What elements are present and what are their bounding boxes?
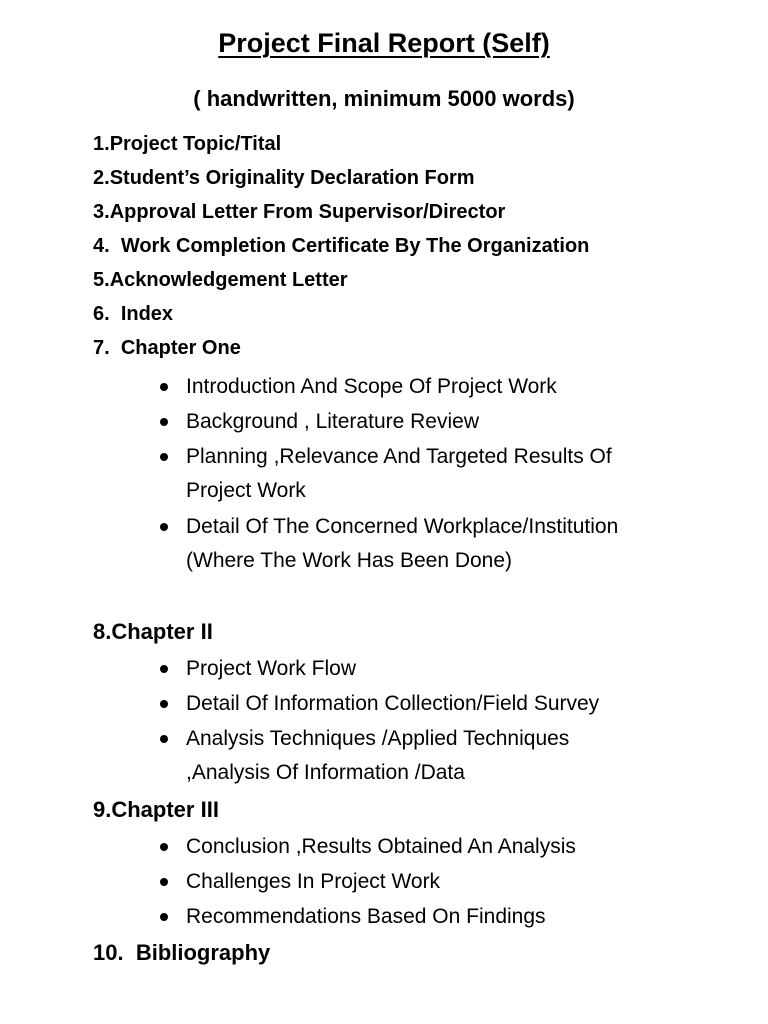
bullet-text: Conclusion ,Results Obtained An Analysis	[186, 835, 576, 858]
bullet-item	[160, 510, 665, 578]
bibliography-heading	[93, 940, 270, 966]
bullet-text: Introduction And Scope Of Project Work	[186, 375, 557, 398]
bullet-text: Analysis Techniques /Applied Techniques ,Analysis Of Information /Data	[186, 727, 570, 784]
bullet-item	[160, 865, 680, 899]
item-label: Bibliography	[135, 940, 271, 965]
bullet-icon	[160, 913, 168, 921]
bullet-text: Challenges In Project Work	[186, 870, 441, 893]
bullet-icon	[160, 700, 168, 708]
item-label: Chapter III	[111, 797, 219, 822]
bullet-text: Background , Literature Review	[186, 410, 479, 433]
bullet-item	[160, 722, 640, 790]
item-label: Acknowledgement Letter	[109, 269, 348, 291]
list-item-5	[93, 269, 348, 292]
bullet-icon	[160, 383, 168, 391]
list-item-3	[93, 201, 505, 224]
item-label: Chapter One	[120, 337, 241, 359]
list-item-2	[93, 167, 475, 190]
item-number: 10.	[93, 940, 124, 965]
item-label: Student’s Originality Declaration Form	[109, 167, 475, 189]
item-label: Approval Letter From Supervisor/Director	[109, 201, 506, 223]
item-label: Work Completion Certificate By The Organization	[120, 235, 590, 257]
item-label: Chapter II	[111, 619, 213, 644]
bullet-item	[160, 405, 680, 439]
bullet-text: Recommendations Based On Findings	[186, 905, 546, 928]
bullet-icon	[160, 878, 168, 886]
item-label: Project Topic/Tital	[109, 133, 282, 155]
item-number: 8.	[93, 619, 112, 644]
page-title: Project Final Report (Self)	[218, 28, 550, 58]
bullet-icon	[160, 418, 168, 426]
bullet-icon	[160, 665, 168, 673]
item-number: 5.	[93, 269, 110, 291]
item-number: 9.	[93, 797, 112, 822]
bullet-icon	[160, 523, 168, 531]
item-number: 7.	[93, 337, 110, 359]
bullet-icon	[160, 735, 168, 743]
bullet-item	[160, 900, 680, 934]
chapter-two-heading	[93, 619, 213, 645]
list-item-6	[93, 303, 173, 326]
bullet-item	[160, 440, 660, 508]
item-number: 2.	[93, 167, 110, 189]
item-number: 3.	[93, 201, 110, 223]
bullet-item	[160, 370, 680, 404]
page-subtitle: ( handwritten, minimum 5000 words)	[193, 86, 575, 111]
bullet-item	[160, 830, 680, 864]
bullet-text: Planning ,Relevance And Targeted Results Of Project Work	[186, 445, 612, 502]
list-item-4	[93, 235, 589, 258]
bullet-text: Detail Of The Concerned Workplace/Institution (Where The Work Has Been Done)	[186, 515, 619, 572]
list-item-7	[93, 337, 241, 360]
item-number: 6.	[93, 303, 110, 325]
bullet-icon	[160, 843, 168, 851]
bullet-item	[160, 652, 680, 686]
bullet-text: Detail Of Information Collection/Field Survey	[186, 692, 600, 715]
bullet-text: Project Work Flow	[186, 657, 356, 680]
item-number: 4.	[93, 235, 110, 257]
item-label: Index	[120, 303, 174, 325]
bullet-icon	[160, 453, 168, 461]
item-number: 1.	[93, 133, 110, 155]
chapter-three-heading	[93, 797, 219, 823]
bullet-item	[160, 687, 700, 721]
list-item-1	[93, 133, 281, 156]
